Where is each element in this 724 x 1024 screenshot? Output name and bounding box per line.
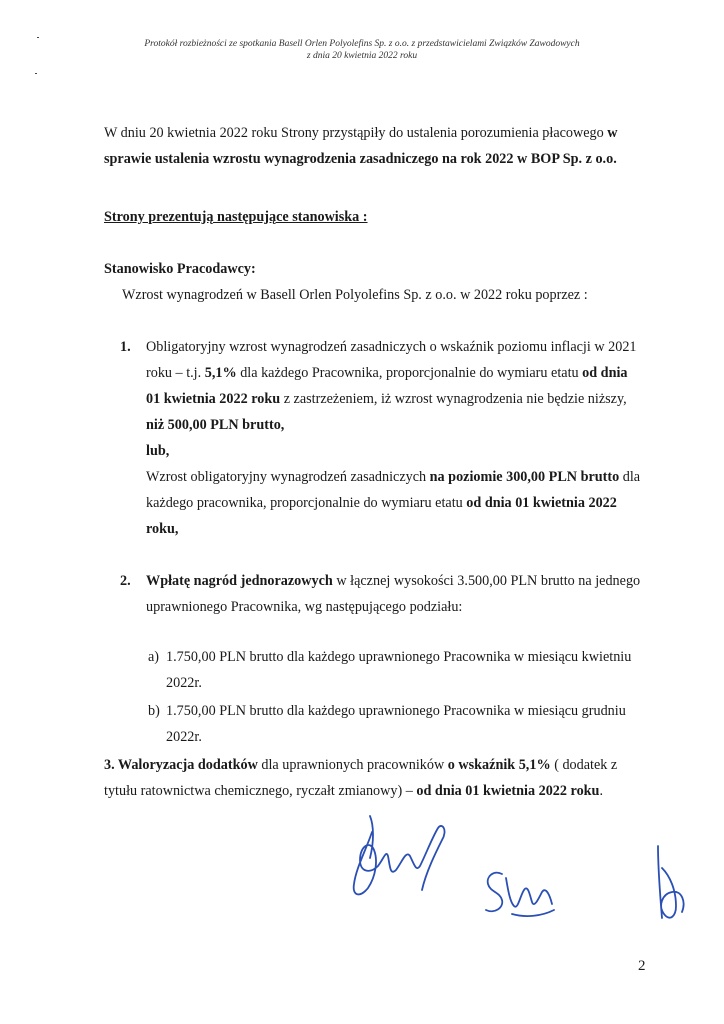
intro-paragraph: [104, 120, 644, 172]
item-bold-text: o wskaźnik 5,1%: [447, 757, 551, 773]
signature-2: [486, 873, 554, 916]
scan-speck: [35, 73, 37, 74]
item-bold-text: od dnia 01 kwietnia 2022 roku,: [146, 495, 617, 537]
employer-position-intro: Wzrost wynagrodzeń w Basell Orlen Polyolefins Sp. z o.o. w 2022 roku poprzez :: [122, 287, 588, 303]
signature-1: [354, 816, 445, 894]
sub-item-a: [104, 644, 644, 696]
item-text: Obligatoryjny wzrost wynagrodzeń zasadniczych o wskaźnik poziomu inflacji w 2021 roku – t.j.: [146, 339, 637, 381]
sub-item-text: 1.750,00 PLN brutto dla każdego uprawnionego Pracownika w miesiącu grudniu 2022r.: [166, 703, 626, 745]
item-bold-text: 5,1%: [204, 365, 237, 381]
item-text: dla uprawnionych pracowników: [257, 757, 448, 773]
sub-item-letter: b): [148, 703, 160, 719]
sub-item-b: [104, 698, 644, 750]
list-item-3: [104, 752, 644, 804]
item-text: z zastrzeżeniem, iż wzrost wynagrodzenia nie będzie niższy,: [280, 391, 627, 407]
item-bold-text: na poziomie 300,00 PLN brutto: [429, 469, 620, 485]
item-text: .: [599, 783, 603, 799]
item-bold-text: niż 500,00 PLN brutto,: [146, 417, 285, 433]
document-body: [104, 120, 644, 804]
signatures: [330, 810, 710, 960]
employer-position-title: Stanowisko Pracodawcy:: [104, 261, 256, 277]
scan-speck: [37, 37, 39, 38]
item-bold-text: 3. Waloryzacja dodatków: [104, 757, 258, 773]
item-bold-text: Wpłatę nagród jednorazowych: [146, 573, 333, 589]
header-line-1: Protokół rozbieżności ze spotkania Basell Orlen Polyolefins Sp. z o.o. z przedstawicielami Związków Zawodowych: [144, 39, 580, 49]
page-number: 2: [638, 958, 646, 974]
list-item-number: 1.: [120, 339, 131, 355]
item-text: w łącznej wysokości 3.500,00 PLN brutto na jednego uprawnionego Pracownika, wg następującego podziału:: [146, 573, 641, 615]
item-text: dla każdego Pracownika, proporcjonalnie do wymiaru etatu: [236, 365, 583, 381]
item-1-or: [146, 438, 644, 464]
item-bold-text: od dnia 01 kwietnia 2022 roku: [416, 783, 600, 799]
item-2-paragraph: [146, 568, 644, 620]
item-text: ( dodatek z tytułu ratownictwa chemicznego, ryczałt zmianowy) –: [104, 757, 618, 799]
item-text: Wzrost obligatoryjny wynagrodzeń zasadniczych: [146, 469, 430, 485]
signature-3: [658, 846, 684, 918]
sub-item-text: 1.750,00 PLN brutto dla każdego uprawnionego Pracownika w miesiącu kwietniu 2022r.: [166, 649, 632, 691]
item-1-paragraph-a: [146, 334, 644, 438]
item-bold-text: od dnia 01 kwietnia 2022 roku: [146, 365, 628, 407]
page-header: [120, 38, 604, 62]
list-item-1: [104, 334, 644, 542]
item-bold-text: lub,: [146, 443, 170, 459]
list-item-number: 2.: [120, 573, 131, 589]
intro-text: W dniu 20 kwietnia 2022 roku Strony przystąpiły do ustalenia porozumienia płacowego: [104, 125, 608, 141]
header-line-2: z dnia 20 kwietnia 2022 roku: [306, 51, 418, 61]
list-item-2: [104, 568, 644, 620]
item-1-paragraph-b: [146, 464, 644, 542]
intro-bold-text: w sprawie ustalenia wzrostu wynagrodzenia zasadniczego na rok 2022 w BOP Sp. z o.o.: [104, 125, 618, 167]
section-title: Strony prezentują następujące stanowiska :: [104, 209, 368, 225]
sub-item-letter: a): [148, 649, 160, 665]
item-text: dla każdego pracownika, proporcjonalnie do wymiaru etatu: [146, 469, 641, 511]
